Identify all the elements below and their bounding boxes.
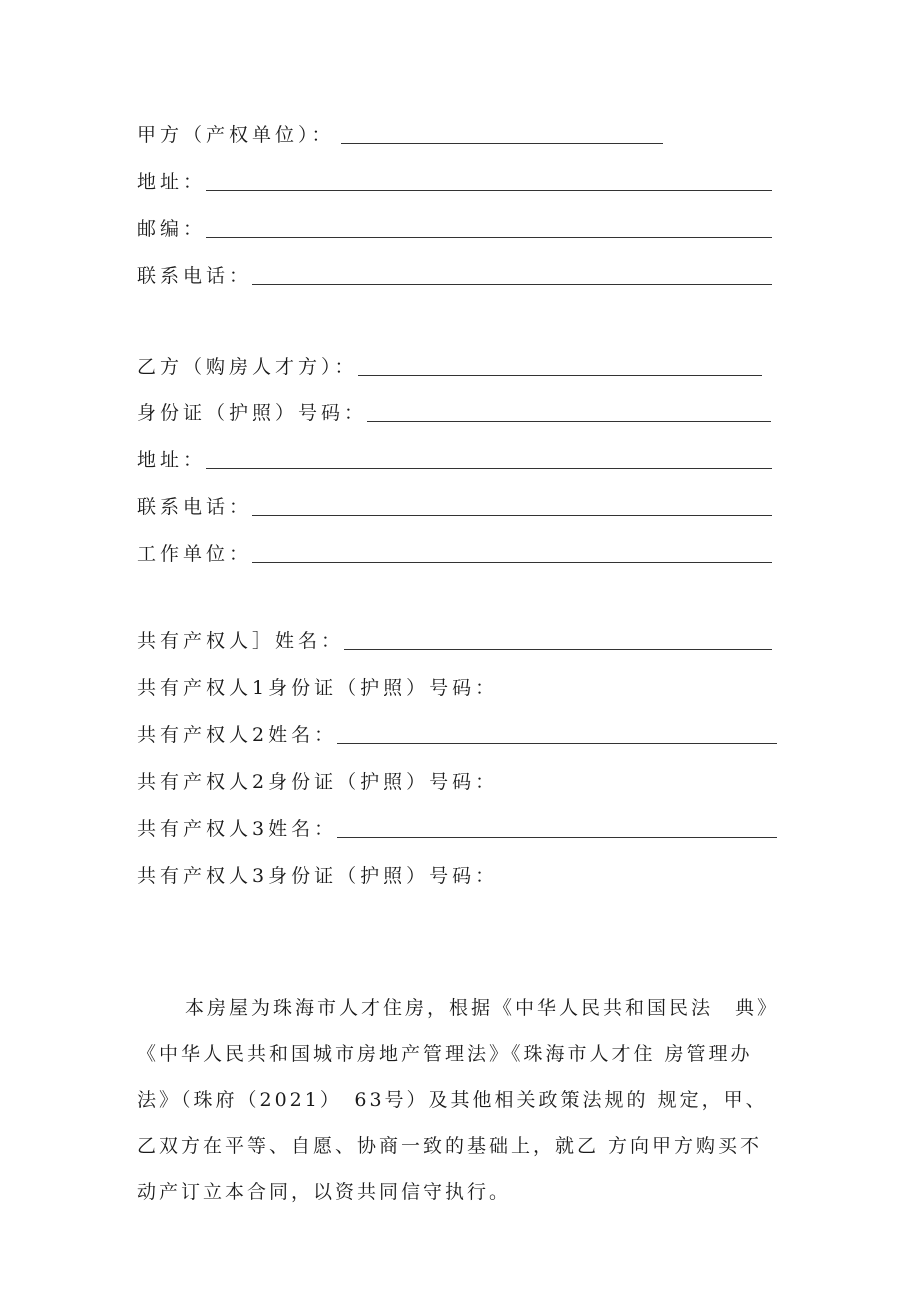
party-a-phone-row <box>137 261 772 291</box>
party-a-postcode-row <box>137 214 772 244</box>
party-b-phone-row <box>137 492 772 522</box>
preamble-line: 乙双方在平等、自愿、协商一致的基础上，就乙 方向甲方购买不 <box>137 1135 763 1157</box>
co-owner-3-id-row <box>137 861 498 891</box>
preamble-line: 法》（珠府（2021） 63号）及其他相关政策法规的 规定，甲、 <box>137 1089 768 1111</box>
party-a-postcode-blank[interactable] <box>206 237 772 238</box>
party-b-employer-row <box>137 539 772 569</box>
party-b-id-label: 身份证（护照）号码： <box>137 402 368 424</box>
party-a-address-label: 地址： <box>137 171 207 193</box>
party-b-name-row <box>137 352 762 382</box>
preamble-line: 本房屋为珠海市人才住房，根据《中华人民共和国民法 典》 <box>185 997 780 1019</box>
party-a-name-row <box>137 120 663 150</box>
co-owner-1-name-row <box>137 626 772 656</box>
co-owner-3-name-label: 共有产权人3姓名： <box>137 818 338 840</box>
party-a-address-row <box>137 167 772 197</box>
party-b-employer-blank[interactable] <box>252 562 772 563</box>
party-b-address-blank[interactable] <box>206 468 772 469</box>
co-owner-2-name-row <box>137 720 777 750</box>
co-owner-3-name-row <box>137 814 777 844</box>
party-b-address-row <box>137 445 772 475</box>
preamble-line: 动产订立本合同，以资共同信守执行。 <box>137 1181 512 1203</box>
party-a-name-label: 甲方（产权单位）： <box>137 124 335 146</box>
co-owner-3-name-blank[interactable] <box>337 837 777 838</box>
co-owner-1-id-row <box>137 673 498 703</box>
party-b-employer-label: 工作单位： <box>137 543 253 565</box>
party-b-phone-label: 联系电话： <box>137 496 253 518</box>
contract-preamble <box>137 985 797 1215</box>
party-b-address-label: 地址： <box>137 449 207 471</box>
co-owner-1-name-blank[interactable] <box>344 649 772 650</box>
party-b-phone-blank[interactable] <box>252 515 772 516</box>
party-a-name-blank[interactable] <box>341 143 663 144</box>
co-owner-3-id-label: 共有产权人3身份证（护照）号码： <box>137 865 499 887</box>
co-owner-2-id-row <box>137 767 498 797</box>
party-b-id-row <box>137 398 771 428</box>
co-owner-1-name-label: 共有产权人］姓名： <box>137 630 345 652</box>
party-a-address-blank[interactable] <box>206 190 772 191</box>
preamble-line: 《中华人民共和国城市房地产管理法》《珠海市人才住 房管理办 <box>137 1043 753 1065</box>
party-a-phone-label: 联系电话： <box>137 265 253 287</box>
co-owner-2-name-label: 共有产权人2姓名： <box>137 724 338 746</box>
co-owner-2-name-blank[interactable] <box>337 743 777 744</box>
co-owner-1-id-label: 共有产权人1身份证（护照）号码： <box>137 677 499 699</box>
party-b-name-blank[interactable] <box>358 375 762 376</box>
party-b-id-blank[interactable] <box>367 421 771 422</box>
party-a-postcode-label: 邮编： <box>137 218 207 240</box>
co-owner-2-id-label: 共有产权人2身份证（护照）号码： <box>137 771 499 793</box>
party-b-name-label: 乙方（购房人才方）： <box>137 356 358 378</box>
party-a-phone-blank[interactable] <box>252 284 772 285</box>
